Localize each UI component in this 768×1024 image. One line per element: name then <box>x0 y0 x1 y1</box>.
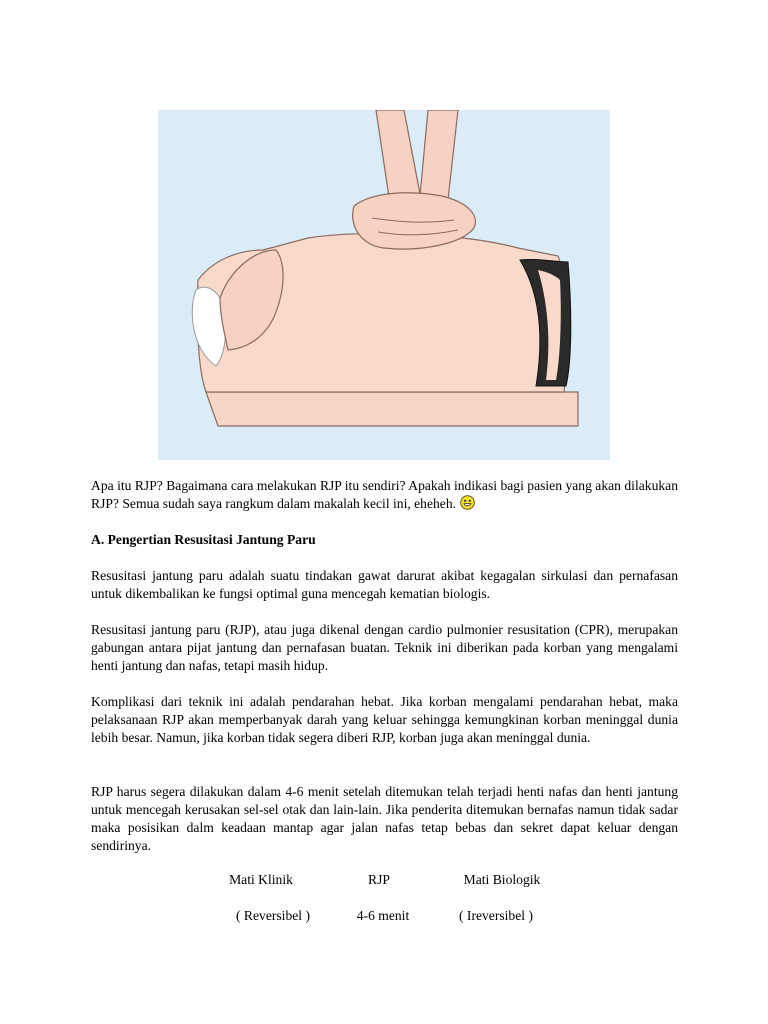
cpr-illustration <box>158 110 610 460</box>
body-paragraph-2: Resusitasi jantung paru (RJP), atau juga dikenal dengan cardio pulmonier resusitation (CPR), merupakan gabungan antara pijat jantung dan pernafasan buatan. Teknik ini diberikan pada korban yang mengalami henti jantung dan nafas, tetapi masih hidup. <box>91 622 678 673</box>
timeline-label-mati-klinik: Mati Klinik <box>229 872 293 887</box>
timeline-detail-duration: 4-6 menit <box>356 908 410 923</box>
intro-text: Apa itu RJP? Bagaimana cara melakukan RJP itu sendiri? Apakah indikasi bagi pasien yang akan dilakukan RJP? Semua sudah saya rangkum dalam makalah kecil ini, eheheh. <box>91 478 678 511</box>
timeline-label-rjp: RJP <box>368 872 390 887</box>
body-paragraph-4: RJP harus segera dilakukan dalam 4-6 menit setelah ditemukan telah terjadi henti nafas dan henti jantung untuk mencegah kerusakan sel-sel otak dan lain-lain. Jika penderita ditemukan bernafas namun tidak sadar maka posisikan dalm keadaan mantap agar jalan nafas tetap bebas dan sekret dapat keluar dengan sendirinya. <box>91 784 678 853</box>
intro-paragraph <box>91 477 678 515</box>
body-paragraph-1: Resusitasi jantung paru adalah suatu tindakan gawat darurat akibat kegagalan sirkulasi dan pernafasan untuk dikembalikan ke fungsi optimal guna mencegah kematian biologis. <box>91 568 678 601</box>
timeline-label-mati-biologik: Mati Biologik <box>463 872 541 887</box>
body-paragraph-3: Komplikasi dari teknik ini adalah pendarahan hebat. Jika korban mengalami pendarahan hebat, maka pelaksanaan RJP akan memperbanyak darah yang keluar sehingga kemungkinan korban meninggal dunia lebih besar. Namun, jika korban tidak segera diberi RJP, korban juga akan meninggal dunia. <box>91 694 678 745</box>
smiley-icon <box>460 495 475 515</box>
timeline-detail-reversibel: ( Reversibel ) <box>236 908 310 923</box>
cpr-illustration-drawing <box>158 110 610 460</box>
section-heading: A. Pengertian Resusitasi Jantung Paru <box>91 532 316 547</box>
timeline-detail-ireversibel: ( Ireversibel ) <box>459 908 533 923</box>
